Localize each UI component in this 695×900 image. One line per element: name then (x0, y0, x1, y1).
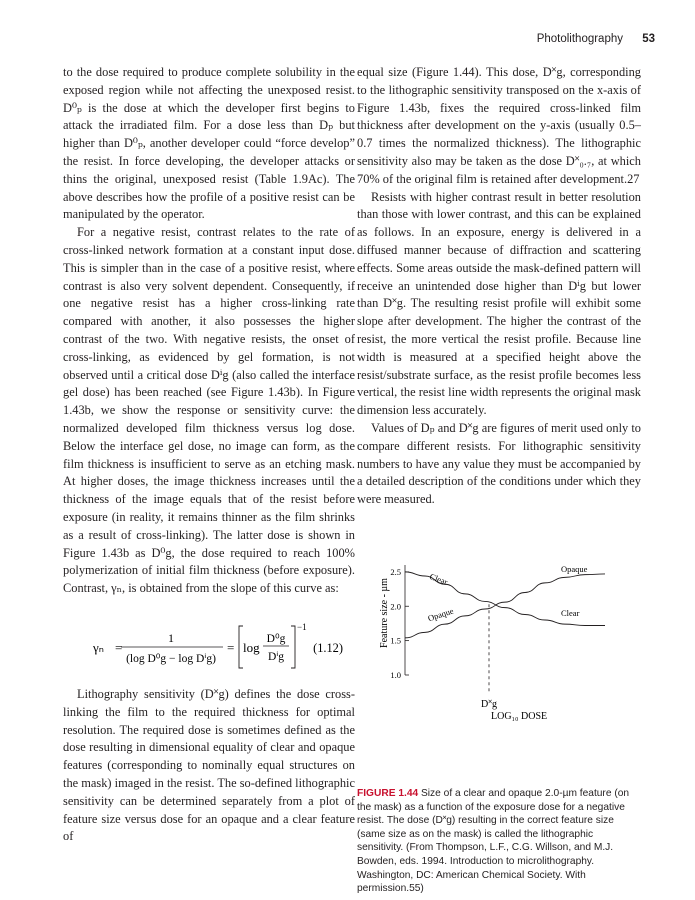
right-paragraph-2: Resists with higher contrast result in better resolution than those with lower contrast, and this can be explained as follows. In an exposure, energy is delivered in a diffused manner because of diffraction and scattering effects. Some areas outside the mask-defined pattern will receive an unintended dose higher than Dⁱg but lower than D˟g. The resulting resist profile will exhibit some slope after development. The higher the contrast of the resist, the more vertical the resist profile. Because line width is measured at a specified height above the resist/substrate surface, as the resist profile becomes less vertical, the resist line width represents the original mask dimension less accurately. (357, 189, 641, 418)
chart-y-tick-label: 1.0 (390, 670, 401, 680)
chart-y-tick-label: 1.5 (390, 635, 401, 646)
left-paragraph-3: Lithography sensitivity (D˟g) defines the dose cross-linking the film to the required thickness for optimal resolution. The required dose is sometimes defined as the dose resulting in dimensional equality of clear and opaque features (corresponding to nominally equal structures on the mask) imaged in the resist. The so-defined lithographic sensitivity can be determined separately from a plot of feature size versus dose for an opaque and a clear feature of (63, 687, 355, 844)
figure-caption (357, 787, 641, 896)
eq-denominator: (log D⁰g − log Dⁱg) (126, 653, 216, 665)
right-column (357, 64, 641, 509)
left-column-continued (63, 686, 355, 846)
eq-equals-2: = (227, 640, 235, 655)
running-head (0, 33, 655, 47)
eq-numerator: 1 (168, 631, 174, 645)
eq-frac-bottom: Dⁱg (267, 651, 285, 663)
equation-1-12 (63, 620, 355, 674)
chart-label-clear-upper: Clear (428, 571, 450, 587)
section-title: Photolithography (536, 33, 623, 45)
figure-1-44-chart (365, 555, 635, 780)
chart-ylabel: Feature size - µm (379, 578, 390, 648)
chart-y-tick-label: 2.5 (390, 566, 401, 577)
caption-text: Size of a clear and opaque 2.0-µm feature (on the mask) as a function of the exposure dose for a negative resist. The dose (D˟g) resulting in the correct feature size (same size as on the mask) is called the lithographic sensitivity. (From Thompson, L.F., C.G. Willson, and M.J. Bowden, eds. 1994. Introduction to microlithography. Washington, DC: American Chemical Society. With permission.55) (357, 788, 630, 895)
right-paragraph-3: Values of Dₚ and D˟g are figures of merit used only to compare different resists. For lithographic sensitivity numbers to have any value they must be accompanied by a detailed description of the conditions under which they were measured. (357, 420, 641, 507)
caption-label: FIGURE 1.44 (357, 788, 419, 799)
eq-log: log (243, 640, 260, 655)
chart-series-opaque (405, 574, 605, 638)
eq-equals-1: = (115, 640, 123, 655)
right-paragraph-1: equal size (Figure 1.44). This dose, D˟g, corresponding to the lithographic sensitivity transposed on the x-axis of Figure 1.43b, fixes the required cross-linked film thickness after development on the y-axis (usually 0.5–0.7 times the normalized thickness). The lithographic sensitivity also may be taken as the dose D˟₀.₇, at which 70% of the original film is retained after development.27 (357, 65, 641, 186)
chart-label-opaque-upper: Opaque (561, 563, 588, 574)
page-number: 53 (642, 33, 655, 45)
chart-x-marker-label: D˟g (480, 699, 498, 710)
eq-frac-top: D⁰g (266, 633, 286, 645)
left-paragraph-1: to the dose required to produce complete solubility in the exposed region while not affecting the unexposed resist. D⁰ₚ is the dose at which the developer first begins to attack the irradiated film. For a dose less than Dₚ but higher than D⁰ₚ, another developer could “force develop” the resist. In force developing, the developer attacks or thins the original, unexposed resist (Table 1.9Ac). The above describes how the profile of a positive resist can be manipulated by the operator. (63, 65, 355, 222)
chart-label-opaque-lower: Opaque (426, 605, 455, 624)
left-paragraph-2: For a negative resist, contrast relates to the rate of cross-linked network formation at a constant input dose. This is simpler than in the case of a positive resist, where contrast is also very solvent dependent. Consequently, if one negative resist has a higher cross-linking rate compared with another, it also possesses the higher contrast of the two. With negative resists, the onset of cross-linking, as evidenced by gel formation, is not observed until a critical dose Dⁱg (also called the interface gel dose) has been reached (see Figure 1.43b). In Figure 1.43b, we show the response or sensitivity curve: the normalized developed film thickness versus log dose. Below the interface gel dose, no image can form, as the film thickness is insufficient to serve as an etching mask. At higher doses, the image thickness increases until the thickness of the image equals that of the resist before exposure (in reality, it remains thinner as the film shrinks as a result of cross-linking). The latter dose is shown in Figure 1.43b as D⁰g, the dose required to reach 100% polymerization of initial film thickness (before exposure). Contrast, γₙ, is obtained from the slope of this curve as: (63, 225, 355, 596)
chart-xlabel: LOG₁₀ DOSE (491, 711, 548, 722)
eq-exponent: −1 (297, 622, 307, 632)
chart-axes (390, 565, 409, 680)
eq-lhs: γₙ (93, 640, 104, 655)
chart-curves (405, 572, 605, 693)
eq-number: (1.12) (313, 641, 343, 655)
chart-label-clear-lower: Clear (561, 607, 580, 618)
chart-curve-labels (427, 564, 588, 623)
chart-y-tick-label: 2.0 (390, 601, 401, 612)
left-column (63, 64, 355, 598)
